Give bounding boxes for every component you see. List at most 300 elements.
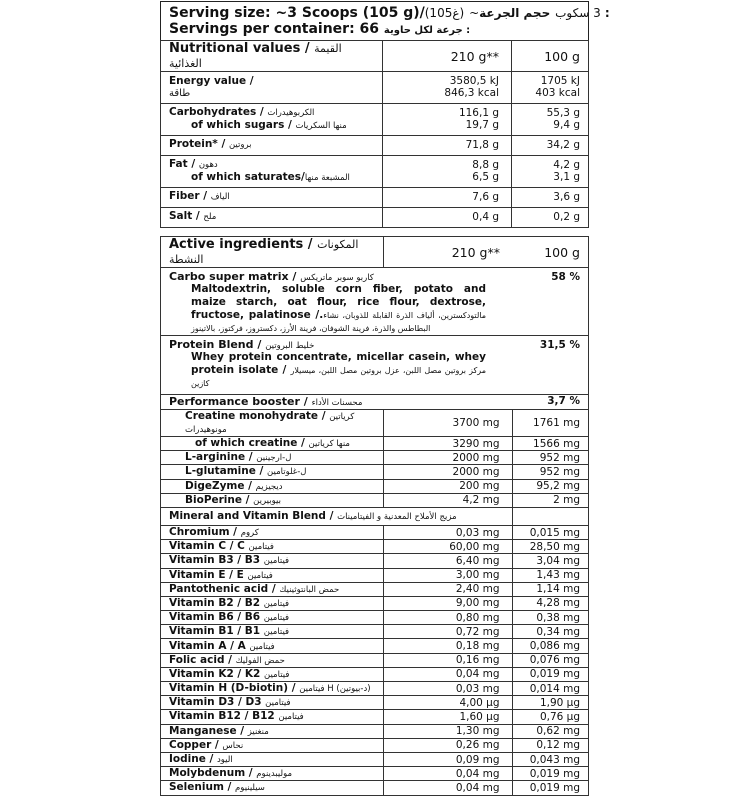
ingredient-label bbox=[161, 493, 384, 507]
value-line: 1705 kJ bbox=[540, 75, 580, 87]
value-210g bbox=[384, 540, 513, 554]
value-210g bbox=[384, 682, 513, 696]
ingredient-name: DigeZyme / bbox=[185, 479, 256, 492]
value-line: 116,1 g bbox=[458, 107, 499, 119]
value: 4,00 µg bbox=[459, 696, 500, 709]
value-100g bbox=[512, 479, 589, 493]
vitamin-mineral-label bbox=[161, 596, 384, 610]
vitamin-mineral-label bbox=[161, 568, 384, 582]
sub-nutrient-name: of which saturates/ bbox=[191, 170, 305, 183]
value-100g bbox=[512, 724, 589, 738]
value: 4,2 mg bbox=[462, 494, 500, 507]
sub-nutrient-name: of which sugars / bbox=[191, 118, 296, 131]
servings-per-container-line bbox=[169, 21, 580, 39]
value: 2,40 mg bbox=[455, 583, 500, 596]
value-100g bbox=[512, 188, 589, 208]
vitamin-mineral-row bbox=[161, 625, 589, 639]
value: 1,14 mg bbox=[536, 583, 580, 596]
value: 0,72 mg bbox=[455, 625, 500, 638]
ingredient-row bbox=[161, 465, 589, 479]
value: 1566 mg bbox=[533, 437, 580, 450]
ingredient-label bbox=[161, 479, 384, 493]
nutrient-name: Fat / bbox=[169, 158, 199, 170]
vitamin-mineral-name-ar: كروم bbox=[240, 528, 259, 539]
vitamin-mineral-label bbox=[161, 625, 384, 639]
vitamin-mineral-row bbox=[161, 682, 589, 696]
group-description bbox=[169, 351, 486, 390]
nutrient-label bbox=[161, 104, 383, 136]
value-100g bbox=[512, 525, 589, 539]
value: 0,019 mg bbox=[529, 767, 580, 780]
ingredient-name-ar: كرياتين مونوهيدرات bbox=[185, 412, 355, 435]
group-description bbox=[169, 283, 486, 335]
vitamin-mineral-name: Vitamin B3 / B3 bbox=[169, 554, 264, 567]
value-100g bbox=[512, 682, 589, 696]
value-100g bbox=[512, 625, 589, 639]
value-210g bbox=[384, 451, 513, 465]
value: 0,12 mg bbox=[536, 739, 580, 752]
group-name-ar: مزيج الأملاح المعدنية و الفيتامينات bbox=[337, 512, 457, 523]
value-210g bbox=[383, 72, 512, 104]
value: 9,00 mg bbox=[455, 597, 500, 610]
group-name: Performance booster / bbox=[169, 395, 312, 408]
value: 3,00 mg bbox=[455, 569, 500, 582]
value-210g bbox=[384, 710, 513, 724]
vitamin-mineral-row bbox=[161, 525, 589, 539]
value: 0,76 µg bbox=[539, 710, 580, 723]
group-percent bbox=[512, 336, 589, 395]
vitamin-mineral-label bbox=[161, 653, 384, 667]
group-label bbox=[161, 336, 513, 395]
value-210g bbox=[384, 554, 513, 568]
vitamin-mineral-label bbox=[161, 752, 384, 766]
value-100g bbox=[512, 451, 589, 465]
vitamin-mineral-name: Vitamin B6 / B6 bbox=[169, 611, 264, 624]
vitamin-mineral-label bbox=[161, 582, 384, 596]
value-210g bbox=[383, 188, 512, 208]
vitamin-mineral-name-ar: فيتامين bbox=[248, 542, 274, 553]
vitamin-mineral-name-ar: فيتامين bbox=[263, 556, 290, 567]
vitamin-mineral-name: Vitamin C / C bbox=[169, 540, 249, 553]
col-210g bbox=[384, 237, 513, 268]
value-210g bbox=[384, 653, 513, 667]
vitamin-mineral-name: Vitamin B1 / B1 bbox=[169, 625, 264, 638]
value-100g bbox=[512, 493, 589, 507]
value-100g bbox=[512, 596, 589, 610]
value-210g bbox=[384, 724, 513, 738]
ingredient-name-ar: ديجيزيم bbox=[255, 481, 283, 492]
ingredient-label bbox=[161, 465, 384, 479]
nutrition-row bbox=[161, 72, 589, 104]
vitamin-mineral-name: Manganese / bbox=[169, 724, 248, 737]
value: 0,04 mg bbox=[455, 781, 500, 794]
servings-per-container-label: Servings per container: 66 bbox=[169, 21, 380, 37]
nutrient-name: Energy value / bbox=[169, 75, 254, 87]
value-210g bbox=[384, 582, 513, 596]
vitamin-mineral-row bbox=[161, 752, 589, 766]
value-100g bbox=[512, 667, 589, 681]
nutrient-name: Fiber / bbox=[169, 190, 211, 203]
description-en: Whey protein concentrate, micellar casein, whey protein isolate / bbox=[191, 351, 486, 376]
nutrient-name-ar: طاقة bbox=[169, 87, 191, 99]
value-100g bbox=[512, 156, 589, 188]
header-label-en: Nutritional values / bbox=[169, 41, 315, 56]
vitamin-mineral-name-ar: فيتامين bbox=[278, 712, 304, 723]
ingredient-name: Creatine monohydrate / bbox=[185, 410, 330, 422]
serving-size-arabic-label: حجم الجرعة : bbox=[479, 6, 610, 20]
col-100g-label: 100 g bbox=[544, 244, 580, 260]
nutrient-name-ar: الياف bbox=[210, 192, 230, 203]
col-210g bbox=[383, 41, 512, 72]
vitamin-mineral-row bbox=[161, 554, 589, 568]
value: 0,80 mg bbox=[455, 611, 500, 624]
value: 2000 mg bbox=[452, 451, 500, 464]
value-100g bbox=[512, 639, 589, 653]
nutrient-name: Protein* / bbox=[169, 138, 229, 151]
serving-size-label: Serving size: ~3 Scoops (105 g)/ bbox=[169, 5, 425, 21]
value: 0,04 mg bbox=[455, 767, 500, 780]
value: 0,16 mg bbox=[455, 654, 500, 667]
nutrient-label bbox=[161, 156, 383, 188]
sub-value-210g: 19,7 g bbox=[465, 118, 499, 131]
value: 0,019 mg bbox=[529, 781, 580, 794]
vitamin-mineral-row bbox=[161, 611, 589, 625]
value-210g bbox=[384, 781, 513, 795]
value-210g bbox=[383, 136, 512, 156]
value: 1,60 µg bbox=[459, 710, 500, 723]
value-210g bbox=[384, 625, 513, 639]
vitamin-mineral-name-ar: فيتامين bbox=[265, 698, 291, 709]
group-name-ar: خليط البروتين bbox=[265, 341, 315, 351]
value-line: 71,8 g bbox=[465, 138, 499, 151]
value-line: 4,2 g bbox=[553, 159, 580, 171]
vitamin-mineral-label bbox=[161, 710, 384, 724]
vitamin-mineral-label bbox=[161, 554, 384, 568]
group-name: Protein Blend / bbox=[169, 338, 266, 351]
vitamin-mineral-row bbox=[161, 696, 589, 710]
vitamin-mineral-name: Vitamin B12 / B12 bbox=[169, 710, 279, 723]
value: 200 mg bbox=[459, 480, 500, 493]
value-line: 55,3 g bbox=[546, 107, 580, 119]
active-header-row bbox=[161, 237, 589, 268]
vitamin-mineral-name: Copper / bbox=[169, 738, 223, 751]
value: 0,086 mg bbox=[529, 640, 580, 653]
ingredient-name-ar: ل-ارجينين bbox=[256, 453, 292, 464]
value-line: 403 kcal bbox=[535, 86, 580, 99]
vitamin-mineral-name-ar: حمض الفوليك bbox=[235, 655, 285, 666]
sub-value-210g: 6,5 g bbox=[472, 170, 499, 183]
vitamin-mineral-name-ar: فيتامين H (د-بيوتين) bbox=[299, 684, 371, 695]
value-210g bbox=[383, 208, 512, 228]
value-line: 8,8 g bbox=[472, 159, 499, 171]
mineral-vitamin-blend-row bbox=[161, 507, 589, 525]
value-100g bbox=[512, 696, 589, 710]
value: 0,076 mg bbox=[529, 654, 580, 667]
vitamin-mineral-row bbox=[161, 667, 589, 681]
value: 0,18 mg bbox=[455, 640, 500, 653]
value: 28,50 mg bbox=[529, 540, 580, 553]
value-100g bbox=[512, 710, 589, 724]
col-210g-label: 210 g** bbox=[451, 244, 500, 260]
group-label bbox=[161, 395, 513, 410]
vitamin-mineral-name: Vitamin D3 / D3 bbox=[169, 696, 266, 709]
ingredient-label bbox=[161, 410, 384, 437]
vitamin-mineral-label bbox=[161, 781, 384, 795]
nutrient-name: Carbohydrates / bbox=[169, 106, 268, 118]
vitamin-mineral-row bbox=[161, 653, 589, 667]
group-percent bbox=[512, 268, 589, 336]
value-100g bbox=[512, 611, 589, 625]
servings-per-container-arabic: جرعة لكل حاوية : bbox=[383, 25, 471, 36]
col-100g-label: 100 g bbox=[544, 48, 580, 64]
value-100g bbox=[512, 72, 589, 104]
vitamin-mineral-name: Vitamin K2 / K2 bbox=[169, 667, 265, 680]
value: 0,62 mg bbox=[536, 725, 580, 738]
value: 4,28 mg bbox=[536, 597, 580, 610]
vitamin-mineral-row bbox=[161, 781, 589, 795]
value: 3290 mg bbox=[452, 437, 500, 450]
vitamin-mineral-name-ar: فيتامين bbox=[264, 669, 290, 680]
vitamin-mineral-name-ar: فيتامين bbox=[247, 570, 273, 581]
value-line: 3580,5 kJ bbox=[449, 75, 499, 87]
value: 0,38 mg bbox=[536, 611, 580, 624]
value-210g bbox=[384, 596, 513, 610]
value: 0,015 mg bbox=[529, 526, 580, 539]
value: 0,043 mg bbox=[529, 753, 580, 766]
protein-blend-row bbox=[161, 336, 589, 395]
description-ar: مالتودكسترين، ألياف الذرة القابلة للذوبان، نشاء البطاطس والذرة، فرينة الشوفان، فرينة الأرز، دكستروز، فركتوز، بالاتينوز bbox=[191, 311, 487, 333]
value-210g bbox=[384, 738, 513, 752]
nutrient-label bbox=[161, 188, 383, 208]
vitamin-mineral-row bbox=[161, 767, 589, 781]
ingredient-row bbox=[161, 493, 589, 507]
value: 60,00 mg bbox=[449, 540, 500, 553]
sub-nutrient-name-ar: المشبعة منها bbox=[304, 172, 350, 183]
ingredient-name: BioPerine / bbox=[185, 493, 254, 506]
value: 0,34 mg bbox=[536, 625, 580, 638]
nutrient-name: Salt / bbox=[169, 210, 204, 223]
value-100g bbox=[512, 540, 589, 554]
vitamin-mineral-label bbox=[161, 682, 384, 696]
percent-value: 3,7 % bbox=[547, 395, 580, 407]
value-210g bbox=[384, 479, 513, 493]
vitamin-mineral-name: Vitamin B2 / B2 bbox=[169, 596, 264, 609]
value-line: 846,3 kcal bbox=[444, 86, 499, 99]
group-label bbox=[161, 507, 513, 525]
vitamin-mineral-name: Pantothenic acid / bbox=[169, 582, 280, 595]
value-210g bbox=[384, 493, 513, 507]
vitamin-mineral-label bbox=[161, 525, 384, 539]
nutrition-row bbox=[161, 104, 589, 136]
nutrient-name-ar: ملح bbox=[203, 212, 217, 223]
vitamin-mineral-name: Selenium / bbox=[169, 781, 236, 794]
vitamin-mineral-name: Vitamin E / E bbox=[169, 568, 248, 581]
value-100g bbox=[512, 465, 589, 479]
value-line: 7,6 g bbox=[472, 190, 499, 203]
value: 0,03 mg bbox=[455, 526, 500, 539]
vitamin-mineral-row bbox=[161, 724, 589, 738]
vitamin-mineral-name-ar: موليبدينوم bbox=[256, 769, 293, 780]
vitamin-mineral-name: Molybdenum / bbox=[169, 767, 257, 780]
vitamin-mineral-label bbox=[161, 540, 384, 554]
vitamin-mineral-name: Chromium / bbox=[169, 526, 241, 539]
group-name-ar: محسنات الأداء bbox=[311, 398, 363, 408]
sub-value-100g: 9,4 g bbox=[553, 118, 580, 131]
value-100g bbox=[512, 568, 589, 582]
value: 3700 mg bbox=[452, 417, 500, 429]
value-100g bbox=[512, 208, 589, 228]
value-100g bbox=[512, 136, 589, 156]
value: 1,30 mg bbox=[455, 725, 500, 738]
value-210g bbox=[384, 752, 513, 766]
group-name: Mineral and Vitamin Blend / bbox=[169, 510, 338, 523]
vitamin-mineral-name-ar: حمض البانتوثينيك bbox=[279, 584, 340, 595]
group-name-ar: كاربو سوبر ماتريكس bbox=[300, 273, 374, 283]
ingredient-row bbox=[161, 479, 589, 493]
value-100g bbox=[512, 410, 589, 437]
nutrient-label bbox=[161, 208, 383, 228]
vitamin-mineral-label bbox=[161, 667, 384, 681]
header-label-ar: القيمة الغذائية bbox=[169, 42, 342, 70]
group-percent bbox=[512, 395, 589, 410]
value-210g bbox=[384, 667, 513, 681]
value: 2000 mg bbox=[452, 465, 500, 478]
value-line: 34,2 g bbox=[546, 138, 580, 151]
value-100g bbox=[512, 752, 589, 766]
value: 1,43 mg bbox=[536, 569, 580, 582]
nutrient-name-ar: بروتين bbox=[228, 140, 252, 151]
vitamin-mineral-label bbox=[161, 767, 384, 781]
vitamin-mineral-row bbox=[161, 568, 589, 582]
value-100g bbox=[512, 582, 589, 596]
vitamin-mineral-name-ar: فيتامين bbox=[263, 598, 290, 609]
ingredient-label bbox=[161, 451, 384, 465]
vitamin-mineral-name-ar: نحاس bbox=[222, 740, 244, 751]
value-210g bbox=[383, 104, 512, 136]
value: 95,2 mg bbox=[536, 480, 580, 493]
value: 1,90 µg bbox=[539, 696, 580, 709]
value: 0,26 mg bbox=[455, 739, 500, 752]
nutrition-row bbox=[161, 136, 589, 156]
value: 6,40 mg bbox=[455, 554, 500, 567]
vitamin-mineral-name-ar: اليود bbox=[216, 755, 233, 766]
value-210g bbox=[384, 696, 513, 710]
vitamin-mineral-name-ar: فيتامين bbox=[263, 627, 290, 638]
value-210g bbox=[384, 437, 513, 451]
vitamin-mineral-name: Vitamin H (D-biotin) / bbox=[169, 682, 300, 695]
nutrition-header-row bbox=[161, 41, 589, 72]
value: 0,04 mg bbox=[455, 668, 500, 681]
value: 1761 mg bbox=[533, 417, 580, 429]
nutrient-label bbox=[161, 136, 383, 156]
ingredient-row bbox=[161, 437, 589, 451]
vitamin-mineral-name-ar: فيتامين bbox=[263, 613, 290, 624]
ingredient-name: L-glutamine / bbox=[185, 465, 268, 478]
value-100g bbox=[512, 653, 589, 667]
vitamin-mineral-row bbox=[161, 710, 589, 724]
value-210g bbox=[384, 767, 513, 781]
value-210g bbox=[383, 156, 512, 188]
vitamin-mineral-name: Vitamin A / A bbox=[169, 639, 250, 652]
group-name: Carbo super matrix / bbox=[169, 270, 301, 283]
vitamin-mineral-label bbox=[161, 639, 384, 653]
value: 2 mg bbox=[553, 494, 580, 507]
vitamin-mineral-name-ar: منغنيز bbox=[247, 726, 269, 737]
vitamin-mineral-name-ar: سيلينيوم bbox=[235, 783, 265, 794]
nutrient-name-ar: الكربوهيدرات bbox=[267, 108, 315, 118]
vitamin-mineral-row bbox=[161, 596, 589, 610]
ingredient-name-ar: منها كرياتين bbox=[308, 439, 350, 450]
percent-value: 58 % bbox=[551, 271, 580, 283]
ingredient-label bbox=[161, 437, 384, 451]
value-100g bbox=[512, 437, 589, 451]
description-en: Maltodextrin, soluble corn fiber, potato and maize starch, oat flour, rice flour, dextrose, fructose, palatinose /. bbox=[191, 283, 486, 321]
header-label-en: Active ingredients / bbox=[169, 237, 318, 252]
value-line: 3,6 g bbox=[553, 190, 580, 203]
carbo-row bbox=[161, 268, 589, 336]
vitamin-mineral-label bbox=[161, 738, 384, 752]
value-210g bbox=[384, 568, 513, 582]
nutrient-label bbox=[161, 72, 383, 104]
ingredient-name: L-arginine / bbox=[185, 451, 257, 464]
value-210g bbox=[384, 611, 513, 625]
ingredient-name-ar: ل-غلوتامين bbox=[267, 467, 307, 478]
active-ingredients-table bbox=[160, 236, 589, 796]
col-210g-label: 210 g** bbox=[450, 48, 499, 64]
value: 0,09 mg bbox=[455, 753, 500, 766]
performance-row bbox=[161, 395, 589, 410]
nutrition-table bbox=[160, 40, 589, 228]
vitamin-mineral-name: Iodine / bbox=[169, 753, 217, 766]
col-100g bbox=[512, 237, 589, 268]
vitamin-mineral-label bbox=[161, 724, 384, 738]
percent-value: 31,5 % bbox=[539, 339, 580, 351]
group-label bbox=[161, 268, 513, 336]
header-label-ar: المكونات النشطة bbox=[169, 238, 359, 266]
value-100g bbox=[512, 767, 589, 781]
vitamin-mineral-label bbox=[161, 696, 384, 710]
nutrition-header-label bbox=[161, 41, 383, 72]
ingredient-name-ar: بيوبيرين bbox=[253, 495, 281, 506]
value-100g bbox=[512, 554, 589, 568]
vitamin-mineral-row bbox=[161, 639, 589, 653]
vitamin-mineral-label bbox=[161, 611, 384, 625]
serving-size-line bbox=[169, 5, 610, 21]
vitamin-mineral-name-ar: فيتامين bbox=[249, 641, 275, 652]
value: 0,014 mg bbox=[529, 682, 580, 695]
value-line: 0,2 g bbox=[553, 210, 580, 223]
active-header-label bbox=[161, 237, 384, 268]
value-210g bbox=[384, 465, 513, 479]
value-100g bbox=[512, 738, 589, 752]
ingredient-row bbox=[161, 410, 589, 437]
value-line: 0,4 g bbox=[472, 210, 499, 223]
value: 952 mg bbox=[539, 451, 580, 464]
vitamin-mineral-name: Folic acid / bbox=[169, 653, 236, 666]
nutrition-row bbox=[161, 208, 589, 228]
serving-size-arabic-amount: (105غ) bbox=[424, 6, 465, 20]
ingredient-name: of which creatine / bbox=[195, 437, 309, 450]
ingredient-row bbox=[161, 451, 589, 465]
vitamin-mineral-row bbox=[161, 738, 589, 752]
serving-info bbox=[160, 1, 610, 40]
value: 0,019 mg bbox=[529, 668, 580, 681]
value-210g bbox=[384, 639, 513, 653]
serving-size-arabic-scoops: ~3 سكوب bbox=[469, 6, 601, 20]
nutrition-row bbox=[161, 188, 589, 208]
nutrient-name-ar: دهون bbox=[198, 160, 218, 170]
nutrition-row bbox=[161, 156, 589, 188]
